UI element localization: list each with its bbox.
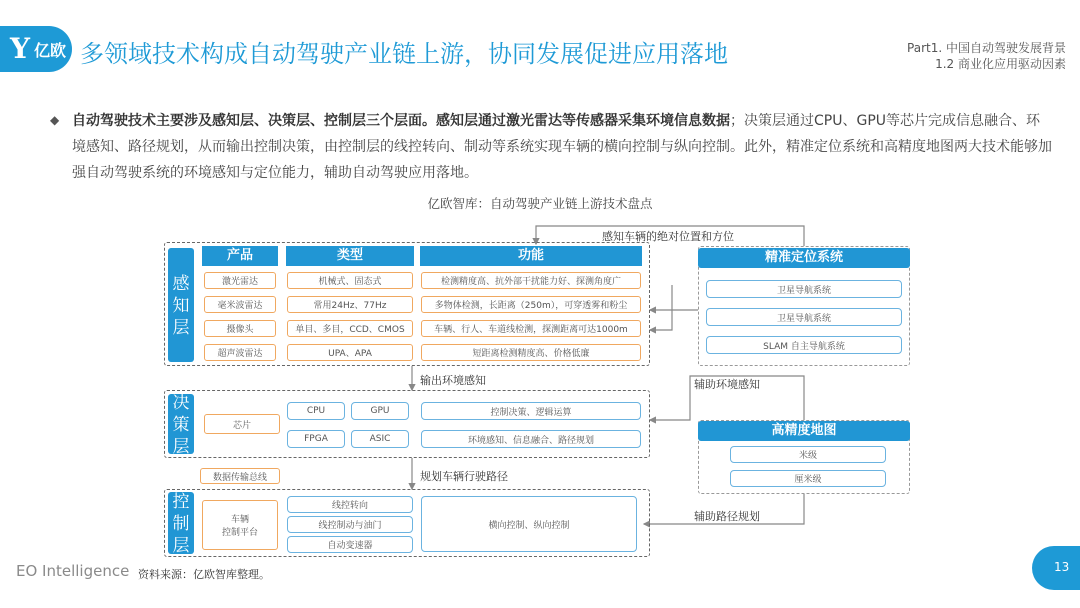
- column-header-function: 功能: [420, 246, 642, 266]
- decision-type-asic: ASIC: [351, 430, 409, 448]
- perception-product: 毫米波雷达: [204, 296, 276, 313]
- flow-label-assist-env: 辅助环境感知: [694, 378, 760, 391]
- subsection-label: 1.2 商业化应用驱动因素: [935, 57, 1066, 71]
- perception-function: 检测精度高、抗外部干扰能力好、探测角度广: [421, 272, 641, 289]
- diagram-caption: 亿欧智库：自动驾驶产业链上游技术盘点: [427, 196, 653, 211]
- flow-label-output-env: 输出环境感知: [420, 374, 486, 387]
- perception-product: 摄像头: [204, 320, 276, 337]
- decision-product: 芯片: [204, 414, 280, 434]
- logo-text: 亿欧: [34, 41, 67, 60]
- decision-function: 环境感知、信息融合、路径规划: [421, 430, 641, 448]
- perception-type: UPA、APA: [287, 344, 413, 361]
- logo-mark-icon: Y: [10, 32, 30, 65]
- positioning-item: 卫星导航系统: [706, 280, 902, 298]
- decision-type-fpga: FPGA: [287, 430, 345, 448]
- decision-type-cpu: CPU: [287, 402, 345, 420]
- page-number-badge: [1032, 546, 1080, 590]
- control-layer-label: 控制层: [168, 492, 194, 554]
- control-product: 车辆 控制平台: [202, 500, 278, 550]
- decision-function: 控制决策、逻辑运算: [421, 402, 641, 420]
- page-title: 多领域技术构成自动驾驶产业链上游，协同发展促进应用落地: [80, 40, 728, 68]
- flow-label-plan-path: 规划车辆行驶路径: [420, 470, 508, 483]
- hdmap-title: 高精度地图: [698, 421, 910, 441]
- perception-function: 多物体检测，长距离（250m），可穿透雾和粉尘: [421, 296, 641, 313]
- decision-layer-label: 决策层: [168, 394, 194, 454]
- perception-product: 超声波雷达: [204, 344, 276, 361]
- footer-brand: EO Intelligence: [16, 562, 130, 580]
- perception-type: 单目、多目，CCD、CMOS: [287, 320, 413, 337]
- data-bus: 数据传输总线: [200, 468, 280, 484]
- perception-function: 车辆、行人、车道线检测，探测距离可达1000m: [421, 320, 641, 337]
- decision-type-gpu: GPU: [351, 402, 409, 420]
- flow-label-assist-path: 辅助路径规划: [694, 510, 760, 523]
- perception-type: 机械式、固态式: [287, 272, 413, 289]
- hdmap-item: 米级: [730, 446, 886, 463]
- control-type: 线控制动与油门: [287, 516, 413, 533]
- part-label: Part1. 中国自动驾驶发展背景: [907, 41, 1066, 55]
- positioning-item: 卫星导航系统: [706, 308, 902, 326]
- perception-product: 激光雷达: [204, 272, 276, 289]
- positioning-title: 精准定位系统: [698, 248, 910, 268]
- intro-bold: 自动驾驶技术主要涉及感知层、决策层、控制层三个层面。感知层通过激光雷达等传感器采集环境信息数据: [72, 113, 730, 129]
- page-number: 13: [1054, 560, 1070, 574]
- positioning-item: SLAM 自主导航系统: [706, 336, 902, 354]
- perception-layer-label: 感知层: [168, 248, 194, 362]
- intro-rest: ；决策层通过CPU、GPU等芯片完成信息融合、环境感知、路径规划，从而输出控制决策，由控制层的线控转向、制动等系统实现车辆的横向控制与纵向控制。此外，精准定位系统和高精度地图两大技术能够加强自动驾驶系统的环境感知与定位能力，辅助自动驾驶应用落地。: [72, 113, 1052, 181]
- perception-function: 短距离检测精度高、价格低廉: [421, 344, 641, 361]
- control-function: 横向控制、纵向控制: [421, 496, 637, 552]
- control-type: 线控转向: [287, 496, 413, 513]
- footer-source: 资料来源：亿欧智库整理。: [138, 568, 270, 581]
- control-type: 自动变速器: [287, 536, 413, 553]
- hdmap-item: 厘米级: [730, 470, 886, 487]
- diamond-bullet-icon: ◆: [50, 113, 60, 127]
- column-header-type: 类型: [286, 246, 414, 266]
- column-header-product: 产品: [202, 246, 278, 266]
- flow-label-top: 感知车辆的绝对位置和方位: [602, 230, 734, 243]
- perception-type: 常用24Hz、77Hz: [287, 296, 413, 313]
